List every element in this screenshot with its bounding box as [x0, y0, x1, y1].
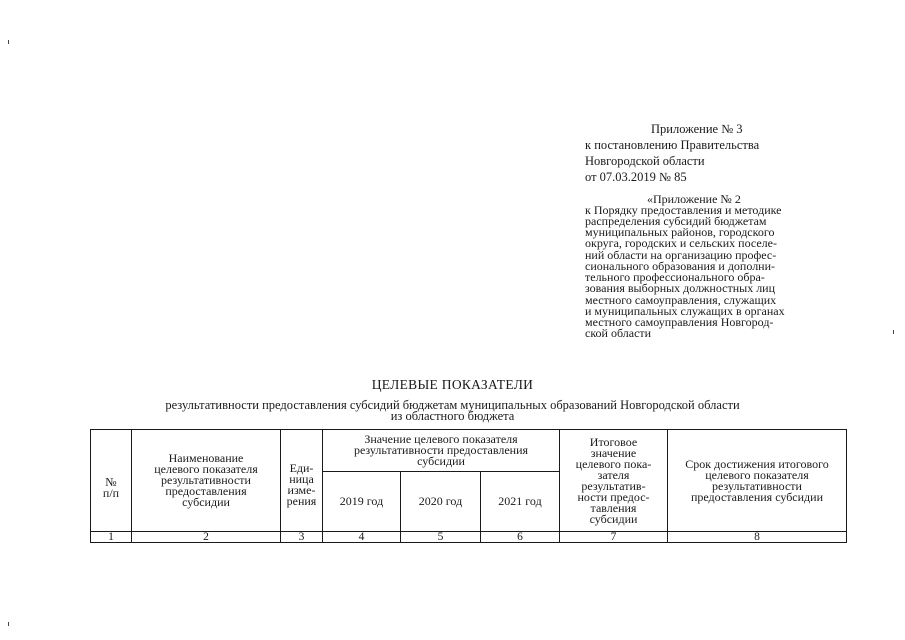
header-year-2021: 2021 год: [481, 472, 560, 532]
header-num: [91, 430, 132, 532]
header-total-line: тавления: [590, 500, 637, 515]
sub-appendix-line: местного самоуправления, служащих: [585, 293, 777, 307]
appendix-date-line: от 07.03.2019 № 85: [585, 170, 687, 184]
document-subtitle-continued: из областного бюджета: [390, 409, 515, 423]
header-unit-line: Еди-: [289, 460, 314, 475]
sub-appendix-line: ний области на организацию профес-: [585, 248, 777, 262]
scan-mark: [893, 330, 894, 334]
sub-appendix-line: сионального образования и дополни-: [585, 259, 776, 273]
header-total-line: ности предос-: [577, 489, 650, 504]
header-total-line: субсидии: [589, 511, 638, 526]
sub-appendix-line: и муниципальных служащих в органах: [585, 304, 785, 318]
header-total-line: результатив-: [581, 478, 646, 493]
header-value-group-line: результативности предоставления: [353, 443, 529, 457]
column-number: 5: [401, 532, 481, 543]
appendix-title: Приложение № 3: [651, 122, 743, 136]
column-number: 6: [481, 532, 560, 543]
sub-appendix-line: распределения субсидий бюджетам: [585, 214, 767, 228]
header-total-line: целевого пока-: [575, 456, 652, 471]
sub-appendix-line: муниципальных районов, городского: [585, 225, 775, 239]
header-year-2019: 2019 год: [323, 472, 401, 532]
header-name-line: целевого показателя: [154, 462, 258, 476]
header-total: [560, 430, 668, 532]
header-name-line: Наименование: [168, 451, 244, 465]
sub-appendix-line: зования выборных должностных лиц: [585, 281, 776, 295]
document-subtitle: результативности предоставления субсидий бюджетам муниципальных образований Новгородской области: [165, 398, 740, 412]
scan-mark: [8, 622, 9, 626]
column-number: 3: [281, 532, 323, 543]
column-number: 8: [668, 532, 847, 543]
sub-appendix-line: к Порядку предоставления и методике: [585, 203, 782, 217]
header-deadline-line: предоставления субсидии: [690, 489, 824, 504]
header-total-line: зателя: [597, 467, 630, 482]
appendix-line: Новгородской области: [585, 154, 705, 168]
header-year-2020: 2020 год: [401, 472, 481, 532]
scan-mark: [8, 40, 9, 44]
header-value-group-line: субсидии: [417, 454, 465, 468]
column-number-row: [91, 532, 847, 543]
header-name-line: субсидии: [182, 495, 230, 509]
header-name-line: предоставления: [165, 484, 247, 498]
sub-appendix-line: ской области: [585, 326, 652, 340]
header-unit-line: рения: [286, 493, 317, 508]
column-number: 7: [560, 532, 668, 543]
sub-appendix-title: «Приложение № 2: [647, 192, 741, 206]
header-value-group-line: Значение целевого показателя: [364, 432, 518, 446]
header-unit: [281, 430, 323, 532]
header-unit-line: ница: [289, 471, 314, 486]
header-name: [132, 430, 281, 532]
header-num-line: п/п: [102, 485, 120, 500]
header-deadline-line: Срок достижения итогового: [685, 456, 829, 471]
target-indicators-table: [90, 429, 847, 543]
header-name-line: результативности: [161, 473, 251, 487]
header-total-line: Итоговое: [589, 434, 638, 449]
header-value-group: [323, 430, 560, 472]
sub-appendix-line: местного самоуправления Новгород-: [585, 315, 774, 329]
column-number: 2: [132, 532, 281, 543]
appendix-line: к постановлению Правительства: [585, 138, 760, 152]
header-deadline: [668, 430, 847, 532]
sub-appendix-line: тельного профессионального обра-: [585, 270, 765, 284]
header-total-line: значение: [590, 445, 637, 460]
header-deadline-line: результативности: [712, 478, 802, 493]
column-number: 4: [323, 532, 401, 543]
document-title: ЦЕЛЕВЫЕ ПОКАЗАТЕЛИ: [371, 377, 534, 392]
sub-appendix-line: округа, городских и сельских поселе-: [585, 236, 777, 250]
header-num-line: №: [105, 474, 117, 489]
column-number: 1: [91, 532, 132, 543]
header-unit-line: изме-: [287, 482, 316, 497]
header-deadline-line: целевого показателя: [705, 467, 809, 482]
